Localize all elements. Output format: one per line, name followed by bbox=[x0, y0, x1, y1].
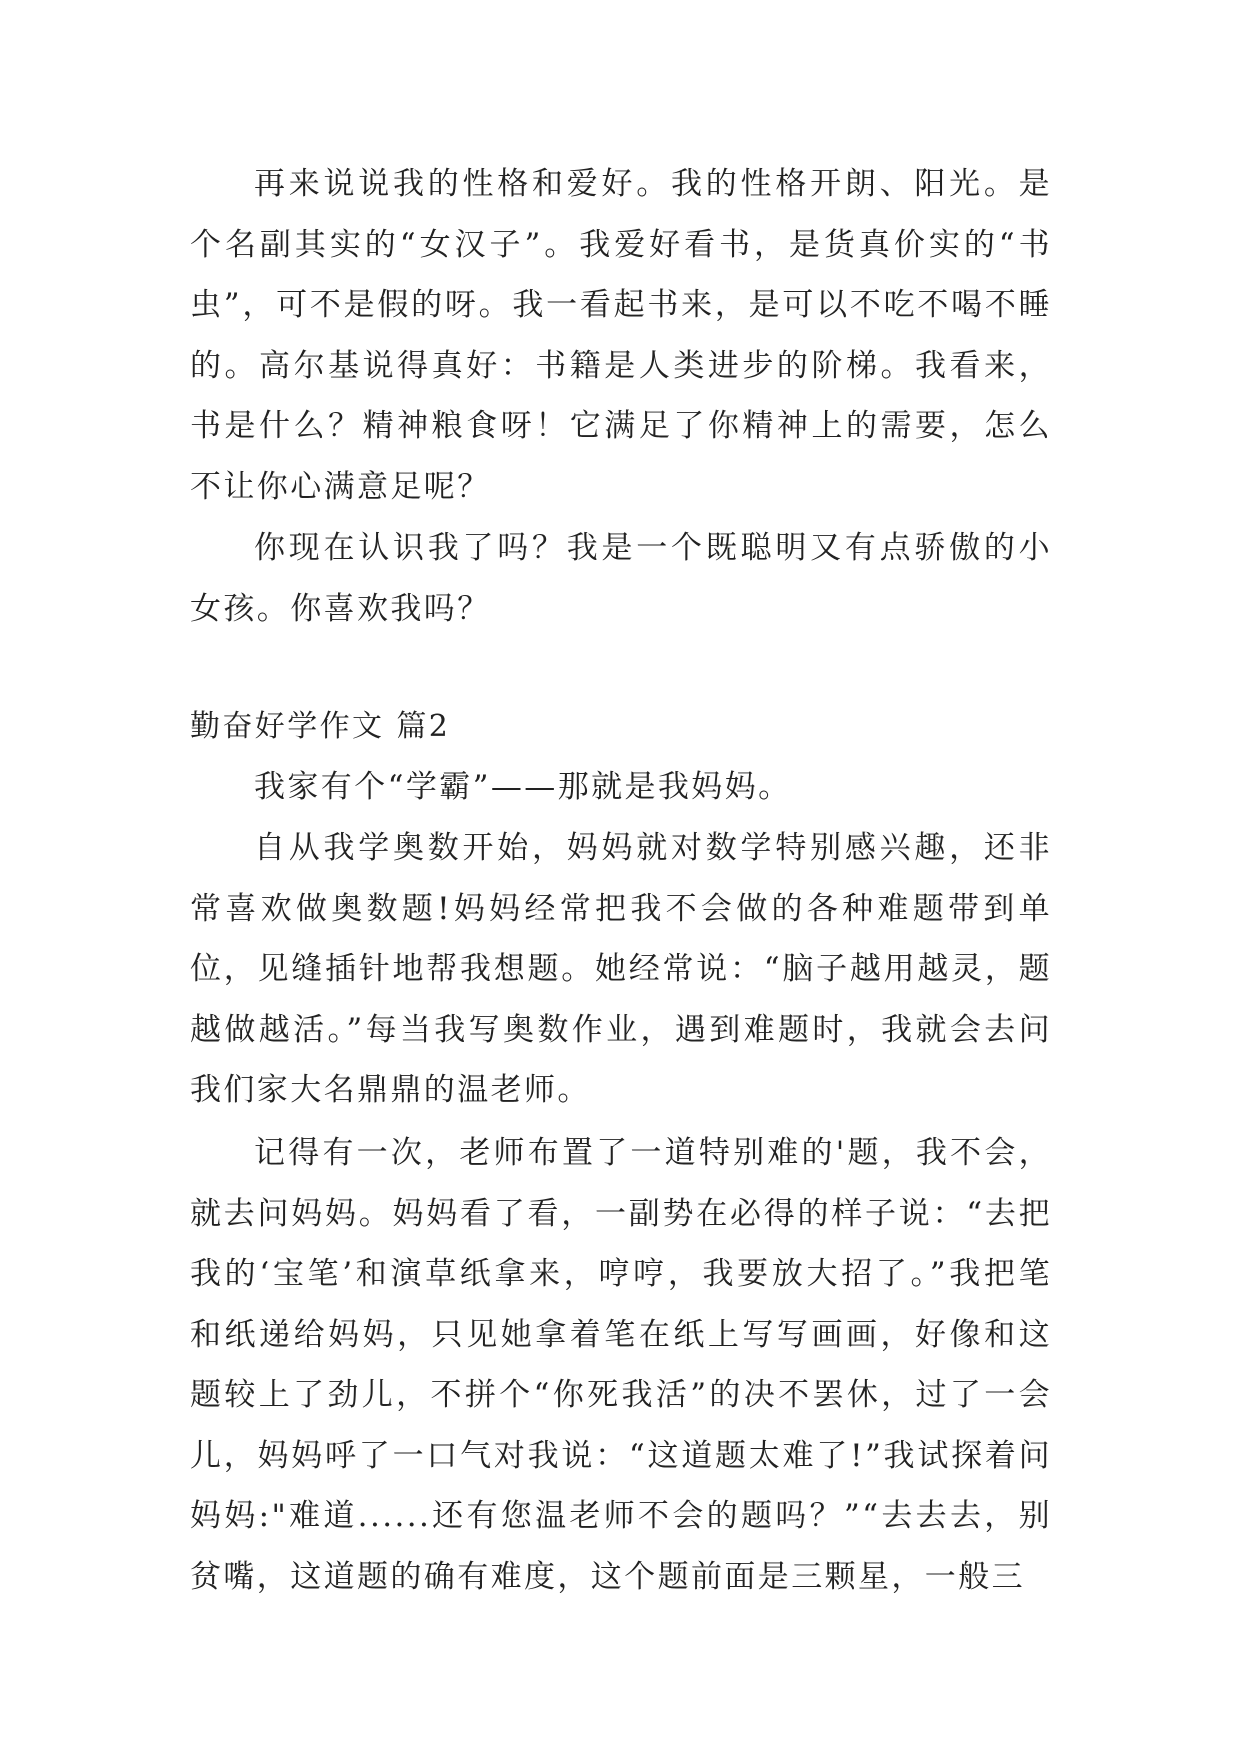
section-heading: 勤奋好学作文 篇2 bbox=[190, 709, 451, 744]
paragraph-olympiad-math: 自从我学奥数开始，妈妈就对数学特别感兴趣，还非常喜欢做奥数题!妈妈经常把我不会做的各种难题带到单位，见缝插针地帮我想题。她经常说：“脑子越用越灵，题越做越活。”每当我写奥数作业，遇到难题时，我就会去问我们家大名鼎鼎的温老师。 bbox=[190, 830, 1052, 1108]
paragraph-hard-problem: 记得有一次，老师布置了一道特别难的'题，我不会，就去问妈妈。妈妈看了看，一副势在必得的样子说：“去把我的‘宝笔’和演草纸拿来，哼哼，我要放大招了。”我把笔和纸递给妈妈，只见她拿着笔在纸上写写画画，好像和这题较上了劲儿，不拼个“你死我活”的决不罢休，过了一会儿，妈妈呼了一口气对我说：“这道题太难了!”我试探着问妈妈:"难道......还有您温老师不会的题吗？”“去去去，别贫嘴，这道题的确有难度，这个题前面是三颗星，一般三 bbox=[190, 1135, 1052, 1595]
paragraph-xueba-intro: 我家有个“学霸”——那就是我妈妈。 bbox=[254, 769, 792, 805]
paragraph-personality: 再来说说我的性格和爱好。我的性格开朗、阳光。是个名副其实的“女汉子”。我爱好看书，是货真价实的“书虫”，可不是假的呀。我一看起书来，是可以不吃不喝不睡的。高尔基说得真好：书籍是人类进步的阶梯。我看来，书是什么？精神粮食呀！它满足了你精神上的需要，怎么不让你心满意足呢？ bbox=[190, 166, 1052, 505]
paragraph-do-you-know-me: 你现在认识我了吗？我是一个既聪明又有点骄傲的小女孩。你喜欢我吗？ bbox=[190, 530, 1052, 627]
